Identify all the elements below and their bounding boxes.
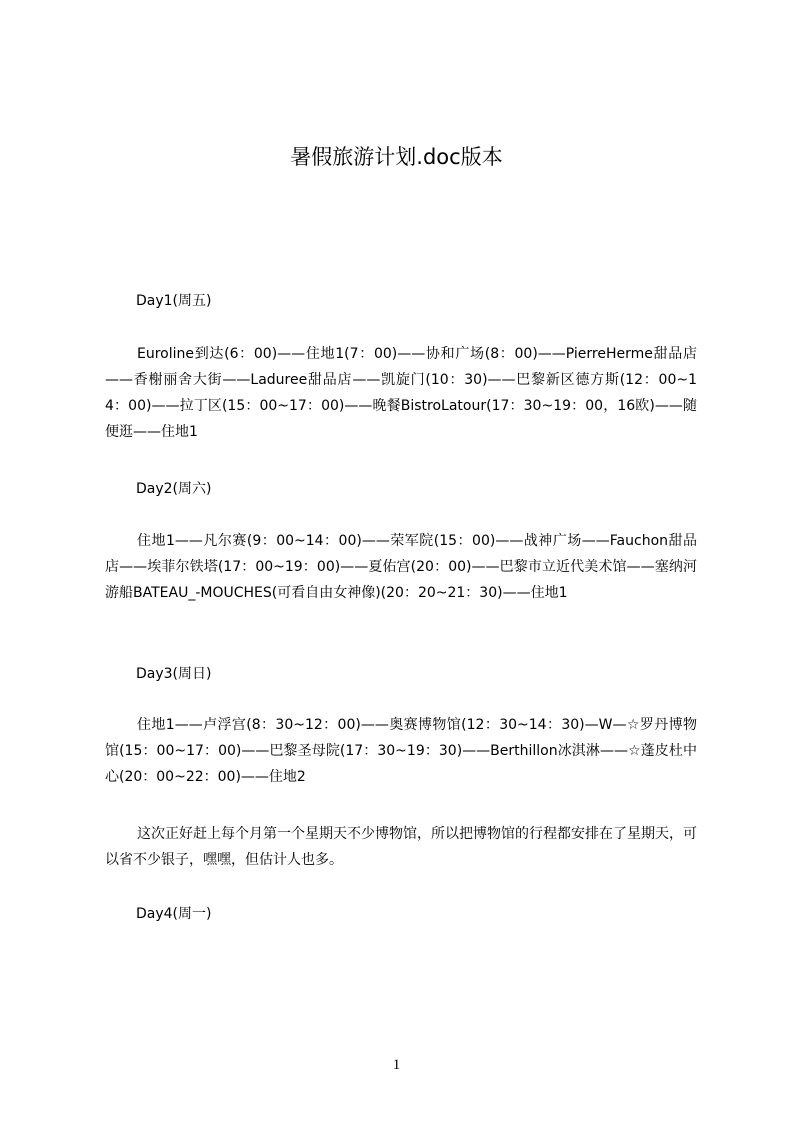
- day3-note: 这次正好赶上每个月第一个星期天不少博物馆，所以把博物馆的行程都安排在了星期天，可以省不少银子，嘿嘿，但估计人也多。: [105, 826, 697, 868]
- page-number: 1: [392, 1057, 401, 1073]
- document-title: 暑假旅游计划.doc版本: [290, 145, 503, 169]
- day4-heading: Day4(周一): [136, 906, 212, 922]
- day3-itinerary: 住地1——卢浮宫(8：30~12：00)——奥赛博物馆(12：30~14：30)—W—☆罗丹博物馆(15：00~17：00)——巴黎圣母院(17：30~19：30)——Berthillon冰淇淋——☆蓬皮杜中心(20：00~22：00)——住地2: [105, 717, 697, 785]
- day2-heading: Day2(周六): [136, 481, 212, 497]
- day3-heading: Day3(周日): [136, 666, 212, 682]
- day2-itinerary: 住地1——凡尔赛(9：00~14：00)——荣军院(15：00)——战神广场——Fauchon甜品店——埃菲尔铁塔(17：00~19：00)——夏佑宫(20：00)——巴黎市立近代美术馆——塞纳河游船BATEAU_-MOUCHES(可看自由女神像)(20：20~21：30)——住地1: [105, 533, 697, 601]
- day1-itinerary: Euroline到达(6：00)——住地1(7：00)——协和广场(8：00)——PierreHerme甜品店——香榭丽舍大街——Laduree甜品店——凯旋门(10：30)——巴黎新区德方斯(12：00~14：00)——拉丁区(15：00~17：00)——晚餐BistroLatour(17：30~19：00，16欧)——随便逛——住地1: [105, 346, 697, 440]
- day1-heading: Day1(周五): [136, 293, 212, 309]
